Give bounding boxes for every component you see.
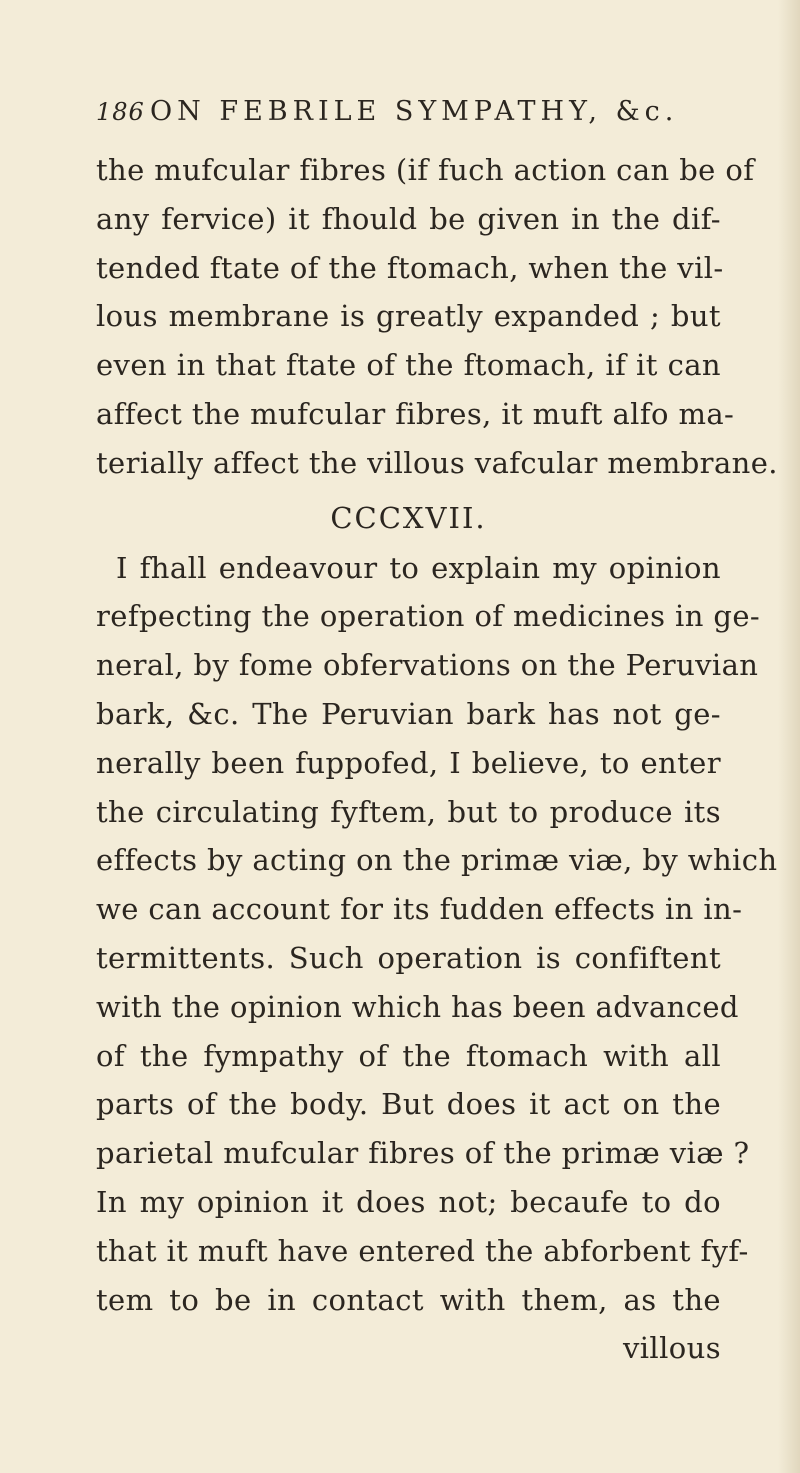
text-line: tended ftate of the ftomach, when the vil- bbox=[96, 250, 724, 285]
text-line: the circulating fyftem, but to produce its bbox=[96, 794, 721, 829]
text-line: terially affect the villous vafcular membrane. bbox=[96, 445, 778, 480]
text-line: the mufcular fibres (if fuch action can be of bbox=[96, 153, 755, 187]
text-line: parts of the body. But does it act on the bbox=[96, 1087, 721, 1122]
text-line: In my opinion it does not; becaufe to do bbox=[96, 1184, 721, 1219]
text-line: parietal mufcular fibres of the primæ viæ ? bbox=[96, 1136, 750, 1171]
page-edge-shadow bbox=[778, 0, 800, 1473]
text-line: effects by acting on the primæ viæ, by which bbox=[96, 843, 778, 878]
paragraph-continued bbox=[96, 146, 778, 488]
text-line: bark, &c. The Peruvian bark has not ge- bbox=[96, 696, 721, 731]
text-line: any fervice) it fhould be given in the dif- bbox=[96, 201, 721, 236]
text-line: tem to be in contact with them, as the bbox=[96, 1282, 721, 1317]
body-text bbox=[96, 146, 778, 1324]
text-line: that it muft have entered the abforbent fyf- bbox=[96, 1233, 749, 1268]
text-line: of the fympathy of the ftomach with all bbox=[96, 1038, 721, 1073]
paragraph-cccxvii bbox=[96, 544, 778, 1325]
catchword: villous bbox=[622, 1331, 721, 1365]
text-line: I fhall endeavour to explain my opinion bbox=[116, 550, 721, 585]
text-line: refpecting the operation of medicines in ge- bbox=[96, 599, 761, 634]
running-head: ON FEBRILE SYMPATHY, &c. bbox=[150, 96, 679, 127]
text-line: affect the mufcular fibres, it muft alfo ma- bbox=[96, 396, 735, 431]
text-line: neral, by fome obfervations on the Peruvian bbox=[96, 648, 759, 683]
text-line: with the opinion which has been advanced bbox=[96, 989, 739, 1024]
text-line: nerally been fuppofed, I believe, to enter bbox=[96, 745, 721, 780]
text-line: termittents. Such operation is confiftent bbox=[96, 940, 721, 975]
text-line: lous membrane is greatly expanded ; but bbox=[96, 299, 721, 334]
section-heading: CCCXVII. bbox=[330, 500, 487, 535]
text-line: we can account for its fudden effects in in- bbox=[96, 892, 743, 927]
text-line: even in that ftate of the ftomach, if it can bbox=[96, 348, 721, 383]
page-header bbox=[96, 96, 716, 136]
page-number: 186 bbox=[96, 98, 145, 126]
